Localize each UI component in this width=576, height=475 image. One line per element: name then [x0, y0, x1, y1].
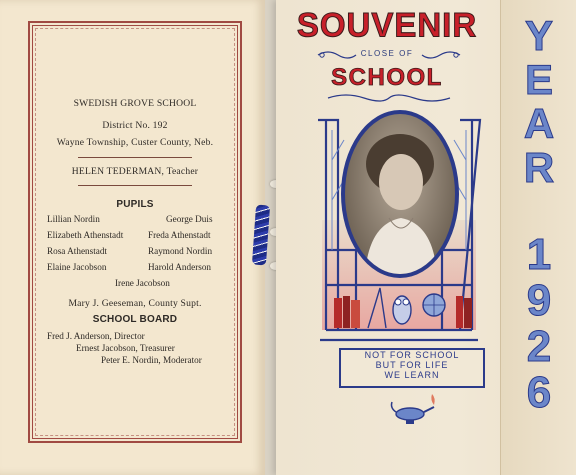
cover-subtitle: CLOSE OF: [360, 49, 414, 58]
pupil-name: Elizabeth Athenstadt: [47, 230, 124, 240]
cover-title: SOUVENIR: [296, 5, 478, 44]
motto-line: NOT FOR SCHOOL: [364, 350, 460, 360]
pupil-name: Raymond Nordin: [148, 246, 213, 256]
pupil-name: George Duis: [166, 214, 213, 224]
board-member: Ernest Jacobson, Treasurer: [76, 343, 175, 353]
portrait-photo: [341, 110, 459, 278]
year-word: [512, 14, 566, 190]
pupil-name: Freda Athenstadt: [148, 230, 211, 240]
location: Wayne Township, Custer County, Neb.: [56, 137, 214, 148]
pupil-name: Irene Jacobson: [115, 278, 170, 288]
year-number-text: 1 9 2 6: [526, 230, 552, 417]
school-name: SWEDISH GROVE SCHOOL: [73, 98, 197, 109]
pupil-name: Lillian Nordin: [47, 214, 100, 224]
board-heading: SCHOOL BOARD: [92, 314, 178, 325]
portrait-figure: [345, 114, 455, 274]
board-member: Peter E. Nordin, Moderator: [101, 355, 202, 365]
motto-line: WE LEARN: [384, 370, 440, 380]
divider: [78, 185, 192, 186]
pupil-name: Rosa Athenstadt: [47, 246, 107, 256]
pupil-name: Elaine Jacobson: [47, 262, 107, 272]
superintendent: Mary J. Geeseman, County Supt.: [68, 298, 202, 309]
teacher: HELEN TEDERMAN, Teacher: [71, 166, 199, 177]
cover-title-2: SCHOOL: [331, 64, 443, 91]
district: District No. 192: [102, 120, 168, 131]
pupil-name: Harold Anderson: [148, 262, 212, 272]
year-number: [512, 232, 566, 416]
motto-box: [339, 348, 485, 388]
motto-line: BUT FOR LIFE: [375, 360, 449, 370]
divider: [78, 157, 192, 158]
lamp-of-learning-icon: [388, 392, 438, 426]
year-word-text: Y E A R: [523, 12, 555, 191]
blue-ribbon: [252, 205, 270, 266]
board-member: Fred J. Anderson, Director: [47, 331, 145, 341]
pupils-heading: PUPILS: [116, 199, 154, 210]
